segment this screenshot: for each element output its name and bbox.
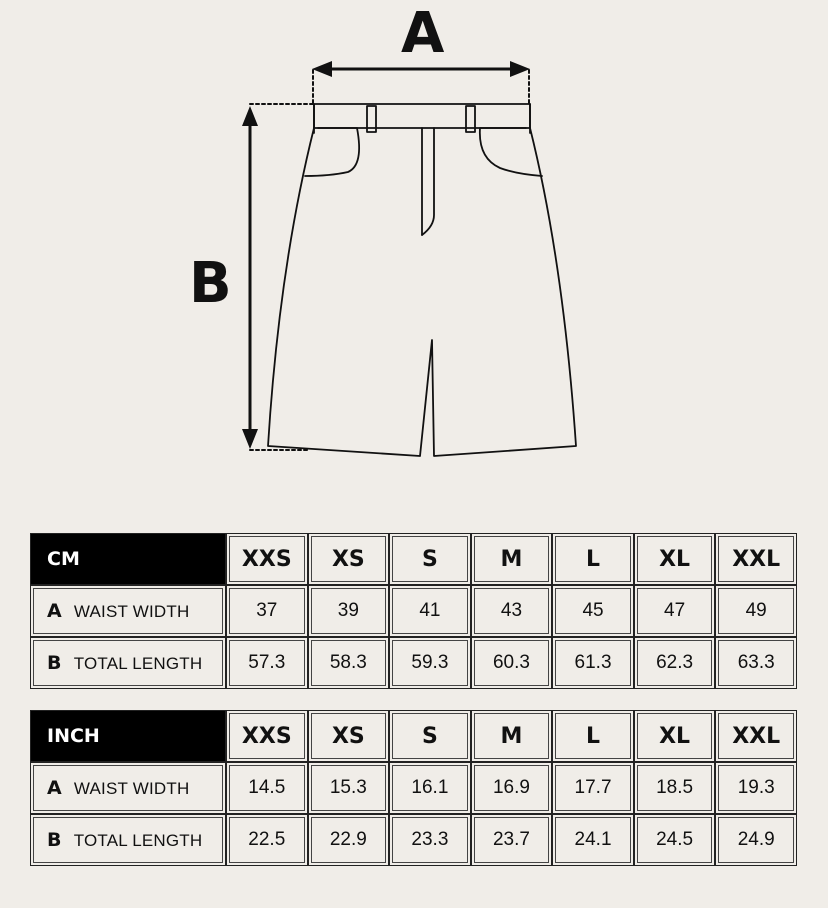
total-length-arrow (242, 104, 313, 450)
measurement-letter: B (47, 829, 62, 851)
table-row (30, 637, 797, 689)
measurement-letter: B (47, 652, 62, 674)
measurement-value-cell: 45 (552, 585, 634, 637)
measurement-value-cell: 37 (226, 585, 308, 637)
size-header-cell: XS (308, 533, 390, 585)
size-header-cell: M (471, 710, 553, 762)
measurement-value-cell: 43 (471, 585, 553, 637)
size-header-cell: M (471, 533, 553, 585)
dimension-label-a: A (401, 1, 445, 66)
measurement-value-cell: 47 (634, 585, 716, 637)
measurement-name: WAIST WIDTH (73, 602, 190, 621)
waist-width-arrow (312, 61, 530, 104)
size-header-cell: XL (634, 533, 716, 585)
measurement-label-cell (30, 814, 226, 866)
measurement-name: TOTAL LENGTH (73, 831, 203, 850)
measurement-label-cell (30, 637, 226, 689)
measurement-value-cell: 14.5 (226, 762, 308, 814)
measurement-letter: A (47, 600, 62, 622)
measurement-value-cell: 24.9 (715, 814, 797, 866)
unit-header-cell: INCH (30, 710, 226, 762)
measurement-label-cell (30, 585, 226, 637)
size-header-cell: S (389, 533, 471, 585)
measurement-value-cell: 16.9 (471, 762, 553, 814)
measurement-label-cell (30, 762, 226, 814)
measurement-value-cell: 60.3 (471, 637, 553, 689)
measurement-name: TOTAL LENGTH (73, 654, 203, 673)
size-table-cm (30, 533, 797, 689)
size-header-cell: L (552, 533, 634, 585)
size-table-inch (30, 710, 797, 866)
measurement-value-cell: 63.3 (715, 637, 797, 689)
size-header-cell: XXS (226, 533, 308, 585)
measurement-value-cell: 24.5 (634, 814, 716, 866)
measurement-value-cell: 23.3 (389, 814, 471, 866)
measurement-value-cell: 61.3 (552, 637, 634, 689)
measurement-value-cell: 16.1 (389, 762, 471, 814)
measurement-value-cell: 22.9 (308, 814, 390, 866)
measurement-value-cell: 41 (389, 585, 471, 637)
measurement-name: WAIST WIDTH (73, 779, 190, 798)
measurement-value-cell: 19.3 (715, 762, 797, 814)
measurement-value-cell: 39 (308, 585, 390, 637)
shorts-body (268, 128, 576, 456)
size-header-cell: XXL (715, 533, 797, 585)
measurement-value-cell: 23.7 (471, 814, 553, 866)
measurement-value-cell: 17.7 (552, 762, 634, 814)
measurement-value-cell: 62.3 (634, 637, 716, 689)
measurement-value-cell: 15.3 (308, 762, 390, 814)
measurement-value-cell: 49 (715, 585, 797, 637)
measurement-value-cell: 22.5 (226, 814, 308, 866)
size-header-cell: XL (634, 710, 716, 762)
table-header-row (30, 710, 797, 762)
table-row (30, 762, 797, 814)
table-row (30, 585, 797, 637)
size-header-cell: S (389, 710, 471, 762)
size-header-cell: L (552, 710, 634, 762)
table-header-row (30, 533, 797, 585)
measurement-letter: A (47, 777, 62, 799)
size-header-cell: XXS (226, 710, 308, 762)
measurement-value-cell: 24.1 (552, 814, 634, 866)
table-row (30, 814, 797, 866)
measurement-value-cell: 59.3 (389, 637, 471, 689)
dimension-label-b: B (189, 251, 232, 316)
size-header-cell: XXL (715, 710, 797, 762)
measurement-value-cell: 18.5 (634, 762, 716, 814)
size-header-cell: XS (308, 710, 390, 762)
measurement-value-cell: 57.3 (226, 637, 308, 689)
unit-header-cell: CM (30, 533, 226, 585)
measurement-value-cell: 58.3 (308, 637, 390, 689)
